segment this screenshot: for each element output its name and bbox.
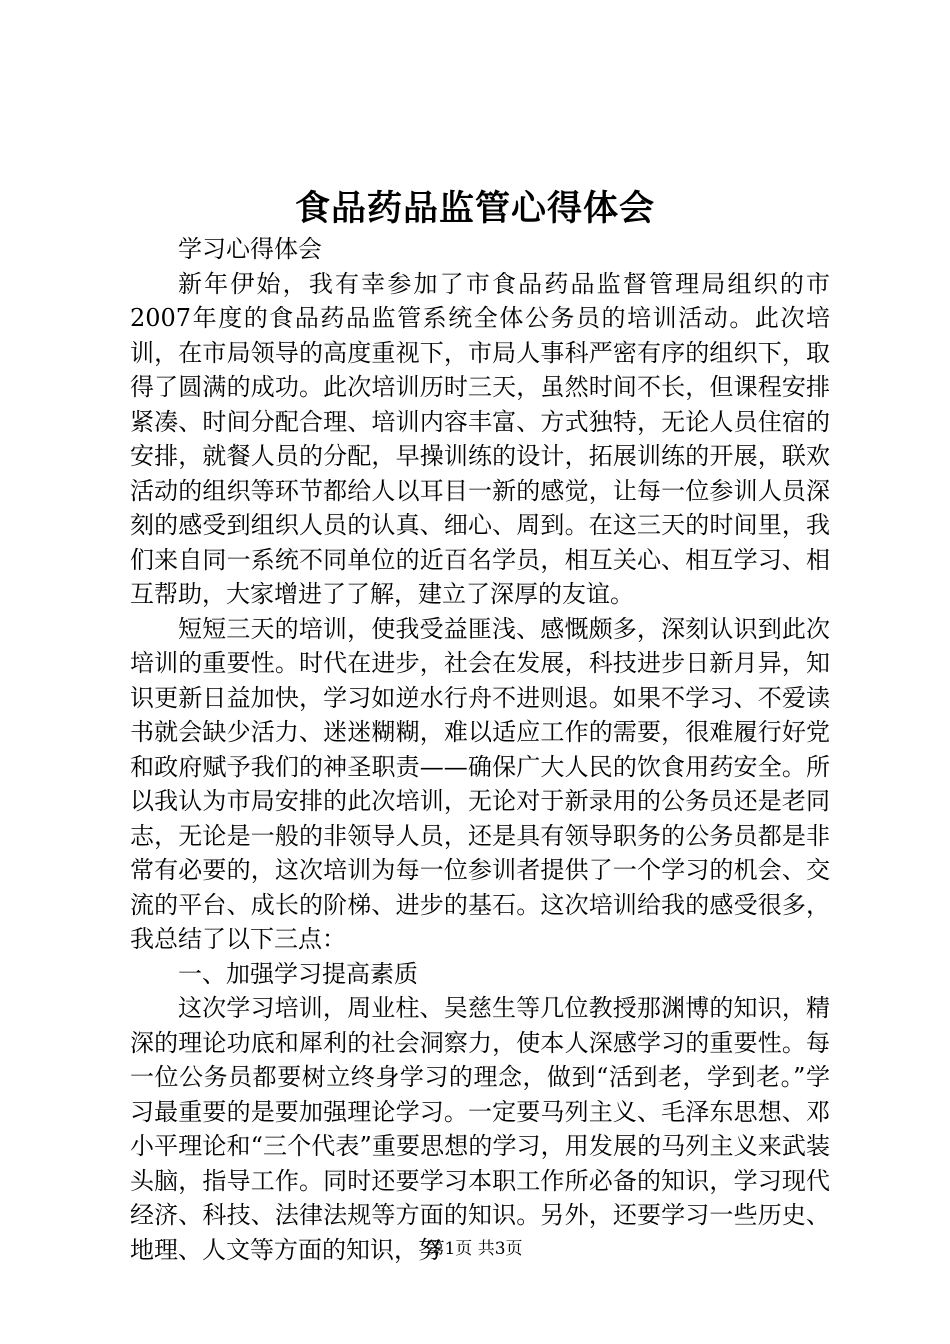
section-heading: 一、加强学习提高素质: [178, 959, 418, 988]
body-paragraph: 短短三天的培训，使我受益匪浅、感慨颇多，深刻认识到此次培训的重要性。时代在进步，社会在发展，科技进步日新月异，知识更新日益加快，学习如逆水行舟不进则退。如果不学习、不爱读书就会缺少活力、迷迷糊糊，难以适应工作的需要，很难履行好党和政府赋予我们的神圣职责——确保广大人民的饮食用药安全。所以我认为市局安排的此次培训，无论对于新录用的公务员还是老同志，无论是一般的非领导人员，还是具有领导职务的公务员都是非常有必要的，这次培训为每一位参训者提供了一个学习的机会、交流的平台、成长的阶梯、进步的基石。这次培训给我的感受很多，我总结了以下三点：: [130, 614, 830, 953]
body-paragraph: 新年伊始，我有幸参加了市食品药品监督管理局组织的市2007年度的食品药品监管系统全体公务员的培训活动。此次培训，在市局领导的高度重视下，市局人事科严密有序的组织下，取得了圆满的成功。此次培训历时三天，虽然时间不长，但课程安排紧凑、时间分配合理、培训内容丰富、方式独特，无论人员住宿的安排，就餐人员的分配，早操训练的设计，拓展训练的开展，联欢活动的组织等环节都给人以耳目一新的感觉，让每一位参训人员深刻的感受到组织人员的认真、细心、周到。在这三天的时间里，我们来自同一系统不同单位的近百名学员，相互关心、相互学习、相互帮助，大家增进了了解，建立了深厚的友谊。: [130, 269, 830, 608]
body-paragraph: 这次学习培训，周业柱、吴慈生等几位教授那渊博的知识，精深的理论功底和犀利的社会洞察力，使本人深感学习的重要性。每一位公务员都要树立终身学习的理念，做到“活到老，学到老。”学习最重要的是要加强理论学习。一定要马列主义、毛泽东思想、邓小平理论和“三个代表”重要思想的学习，用发展的马列主义来武装头脑，指导工作。同时还要学习本职工作所必备的知识，学习现代经济、科技、法律法规等方面的知识。另外，还要学习一些历史、地理、人文等方面的知识，努: [130, 994, 830, 1264]
document-title: 食品药品监管心得体会: [294, 188, 655, 229]
document-body: [130, 232, 830, 1267]
subtitle-paragraph: 学习心得体会: [178, 235, 322, 263]
page-number-footer: 第1页 共3页: [427, 1239, 523, 1259]
